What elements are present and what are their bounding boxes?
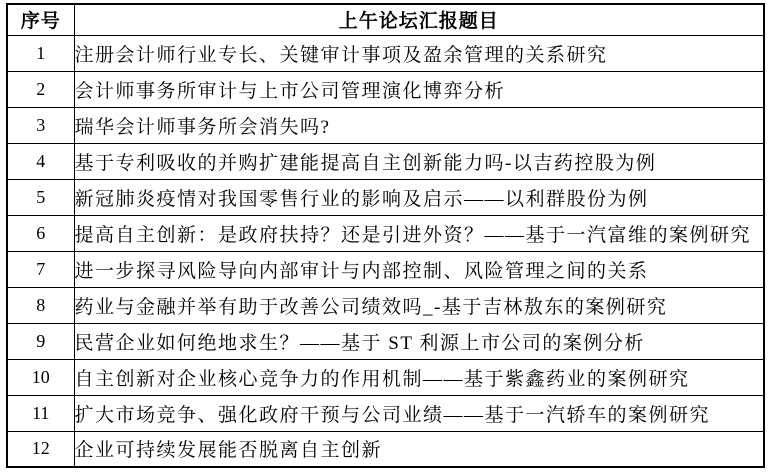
row-title: 会计师事务所审计与上市公司管理演化博弈分析 [74, 71, 764, 107]
header-cell-topic: 上午论坛汇报题目 [74, 4, 764, 35]
row-number: 10 [7, 359, 74, 395]
table-row [7, 395, 764, 431]
row-number: 3 [7, 107, 74, 143]
header-cell-number: 序号 [7, 4, 74, 35]
table-row [7, 251, 764, 287]
row-title: 提高自主创新：是政府扶持？还是引进外资？——基于一汽富维的案例研究 [74, 215, 764, 251]
row-title: 基于专利吸收的并购扩建能提高自主创新能力吗-以吉药控股为例 [74, 143, 764, 179]
row-title: 注册会计师行业专长、关键审计事项及盈余管理的关系研究 [74, 35, 764, 71]
row-number: 8 [7, 287, 74, 323]
row-number: 12 [7, 431, 74, 467]
row-title: 扩大市场竞争、强化政府干预与公司业绩——基于一汽轿车的案例研究 [74, 395, 764, 431]
row-title: 瑞华会计师事务所会消失吗? [74, 107, 764, 143]
table-row [7, 71, 764, 107]
row-title: 药业与金融并举有助于改善公司绩效吗_-基于吉林敖东的案例研究 [74, 287, 764, 323]
table-header [7, 4, 764, 35]
report-topics-table [6, 3, 765, 468]
row-number: 5 [7, 179, 74, 215]
row-number: 11 [7, 395, 74, 431]
row-title: 自主创新对企业核心竞争力的作用机制——基于紫鑫药业的案例研究 [74, 359, 764, 395]
row-number: 7 [7, 251, 74, 287]
table-row [7, 431, 764, 467]
row-title: 民营企业如何绝地求生？——基于 ST 利源上市公司的案例分析 [74, 323, 764, 359]
table-row [7, 143, 764, 179]
table-row [7, 323, 764, 359]
row-number: 9 [7, 323, 74, 359]
row-number: 4 [7, 143, 74, 179]
table-row [7, 287, 764, 323]
row-title: 企业可持续发展能否脱离自主创新 [74, 431, 764, 467]
table-row [7, 179, 764, 215]
table-body [7, 35, 764, 467]
row-number: 6 [7, 215, 74, 251]
table-row [7, 359, 764, 395]
table-row [7, 107, 764, 143]
table-row [7, 35, 764, 71]
table-row [7, 215, 764, 251]
header-row [7, 4, 764, 35]
row-title: 进一步探寻风险导向内部审计与内部控制、风险管理之间的关系 [74, 251, 764, 287]
row-number: 2 [7, 71, 74, 107]
row-number: 1 [7, 35, 74, 71]
row-title: 新冠肺炎疫情对我国零售行业的影响及启示——以利群股份为例 [74, 179, 764, 215]
